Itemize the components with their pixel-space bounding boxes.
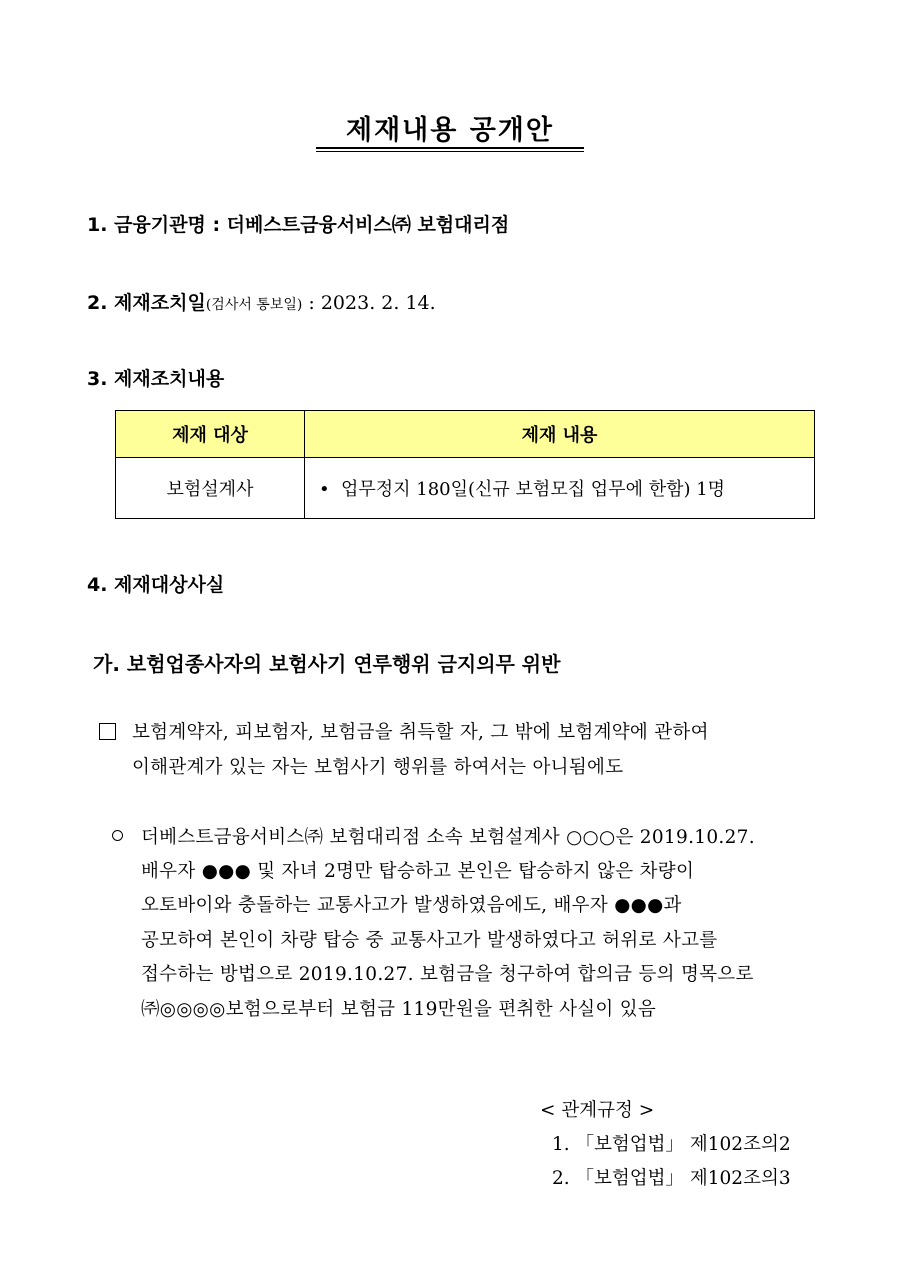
section-institution-name: 1. 금융기관명 : 더베스트금융서비스㈜ 보험대리점 [87,214,510,236]
section-sanction-date-label: 2. 제재조치일 [87,292,206,314]
table-header-row [116,411,815,458]
sanction-table [115,410,815,519]
bullet-icon: • [319,479,330,500]
section-sanction-facts-heading: 4. 제재대상사실 [87,574,225,596]
section-sanction-date [87,288,436,315]
violation-subtitle: 가. 보험업종사자의 보험사기 연루행위 금지의무 위반 [93,652,561,676]
principle-line-1: 보험계약자, 피보험자, 보험금을 취득할 자, 그 밖에 보험계약에 관하여 [132,722,709,743]
facts-line-3: 오토바이와 충돌하는 교통사고가 발생하였음에도, 배우자 ●●●과 [141,895,682,916]
section-sanction-date-note: (검사서 통보일) [205,297,303,313]
title-underline [316,147,584,149]
table-header-content: 제재 내용 [305,411,815,458]
title-underline-secondary [316,151,584,152]
facts-line-5: 접수하는 방법으로 2019.10.27. 보험금을 청구하여 합의금 등의 명목으로 [141,964,754,985]
circle-bullet-icon [112,830,123,841]
section-sanction-content-heading: 3. 제재조치내용 [87,368,225,390]
table-header-target: 제재 대상 [116,411,305,458]
facts-line-2: 배우자 ●●● 및 자녀 2명만 탑승하고 본인은 탑승하지 않은 차량이 [141,861,695,882]
facts-line-1: 더베스트금융서비스㈜ 보험대리점 소속 보험설계사 ○○○은 2019.10.27. [141,827,755,848]
principle-line-2: 이해관계가 있는 자는 보험사기 행위를 하여서는 아니됨에도 [132,757,624,778]
page-title: 제재내용 공개안 [346,115,554,146]
regulations-heading: < 관계규정 > [540,1100,655,1121]
facts-line-6: ㈜◎◎◎◎보험으로부터 보험금 119만원을 편취한 사실이 있음 [141,999,657,1020]
section-sanction-date-value: : 2023. 2. 14. [302,292,436,314]
table-cell-content-text: 업무정지 180일(신규 보험모집 업무에 한함) 1명 [341,479,726,500]
checkbox-icon [99,723,116,740]
table-cell-target: 보험설계사 [116,458,305,519]
regulation-item-1: 1. 「보험업법」 제102조의2 [552,1134,791,1155]
table-cell-content [305,458,815,519]
regulation-item-2: 2. 「보험업법」 제102조의3 [552,1168,791,1189]
table-row [116,458,815,519]
facts-line-4: 공모하여 본인이 차량 탑승 중 교통사고가 발생하였다고 허위로 사고를 [141,930,718,951]
